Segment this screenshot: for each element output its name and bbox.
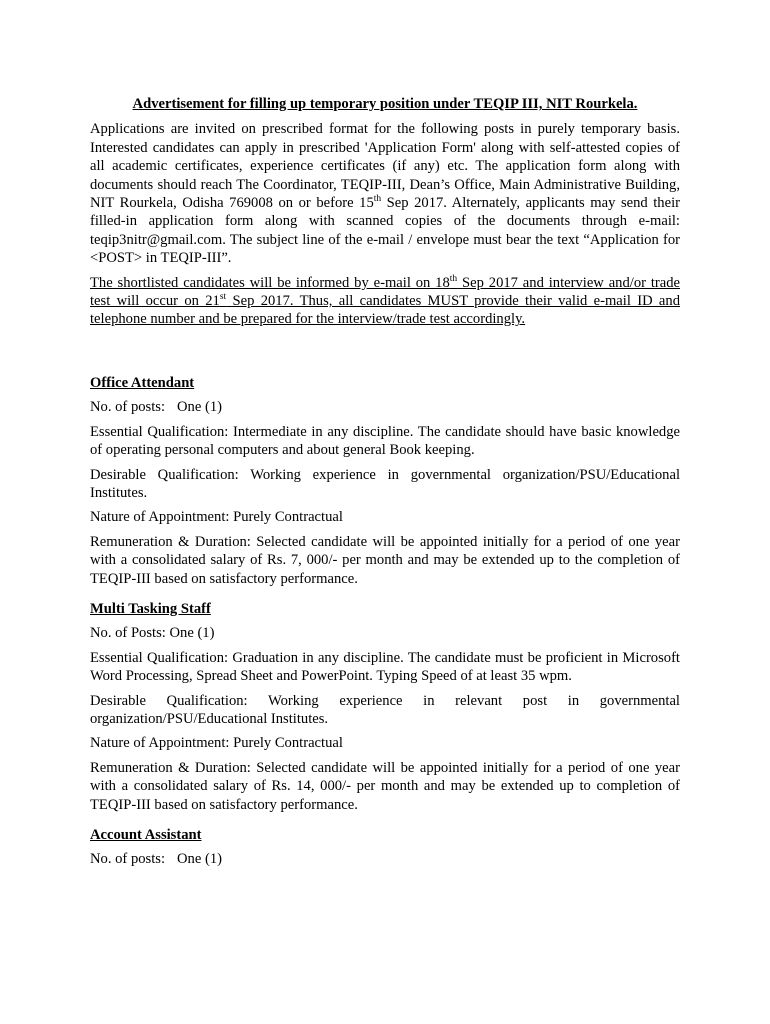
essential-qualification: Essential Qualification: Graduation in any discipline. The candidate must be proficient in Microsoft Word Processing, Spread Sheet and PowerPoint. Typing Speed of at least 35 wpm. xyxy=(90,649,680,685)
remuneration-duration: Remuneration & Duration: Selected candidate will be appointed initially for a period of one year with a consolidated salary of Rs. 7, 000/- per month and may be extended up to the completion of TEQIP-III based on satisfactory performance. xyxy=(90,533,680,587)
post-heading: Multi Tasking Staff xyxy=(90,600,211,617)
page-title: Advertisement for filling up temporary position under TEQIP III, NIT Rourkela. xyxy=(132,96,638,112)
post-section-account-assistant xyxy=(90,826,680,869)
intro-paragraph: Applications are invited on prescribed format for the following posts in purely temporary basis. Interested candidates can apply in prescribed 'Application Form' along with self-attested copies of all academic certificates, experience certificates (if any) etc. The application form along with documents should reach The Coordinator, TEQIP-III, Dean’s Office, Main Administrative Building, NIT Rourkela, Odisha 769008 on or before 15th Sep 2017. Alternately, applicants may send their filled-in application form along with scanned copies of the documents through e-mail: teqip3nitr@gmail.com. The subject line of the e-mail / envelope must bear the text “Application for <POST> in TEQIP-III”. xyxy=(90,121,680,267)
post-section-multi-tasking-staff xyxy=(90,600,680,814)
post-count: No. of posts: One (1) xyxy=(90,851,222,868)
remuneration-duration: Remuneration & Duration: Selected candidate will be appointed initially for a period of one year with a consolidated salary of Rs. 14, 000/- per month and may be extended up to completion of TEQIP-III based on satisfactory performance. xyxy=(90,759,680,813)
nature-of-appointment: Nature of Appointment: Purely Contractual xyxy=(90,735,343,752)
post-count: No. of posts: One (1) xyxy=(90,399,222,416)
shortlist-notice: The shortlisted candidates will be informed by e-mail on 18th Sep 2017 and interview and/or trade test will occur on 21st Sep 2017. Thus, all candidates MUST provide their valid e-mail ID and telephone number and be prepared for the interview/trade test accordingly. xyxy=(90,273,680,328)
post-heading: Account Assistant xyxy=(90,827,202,843)
nature-of-appointment: Nature of Appointment: Purely Contractual xyxy=(90,509,343,526)
post-heading: Office Attendant xyxy=(90,374,195,391)
post-count: No. of Posts: One (1) xyxy=(90,625,215,642)
essential-qualification: Essential Qualification: Intermediate in any discipline. The candidate should have basic knowledge of operating personal computers and about general Book keeping. xyxy=(90,423,680,459)
desirable-qualification: Desirable Qualification: Working experience in relevant post in governmental organization/PSU/Educational Institutes. xyxy=(90,692,680,727)
desirable-qualification: Desirable Qualification: Working experience in governmental organization/PSU/Educational Institutes. xyxy=(90,466,680,501)
post-section-office-attendant xyxy=(90,374,680,588)
